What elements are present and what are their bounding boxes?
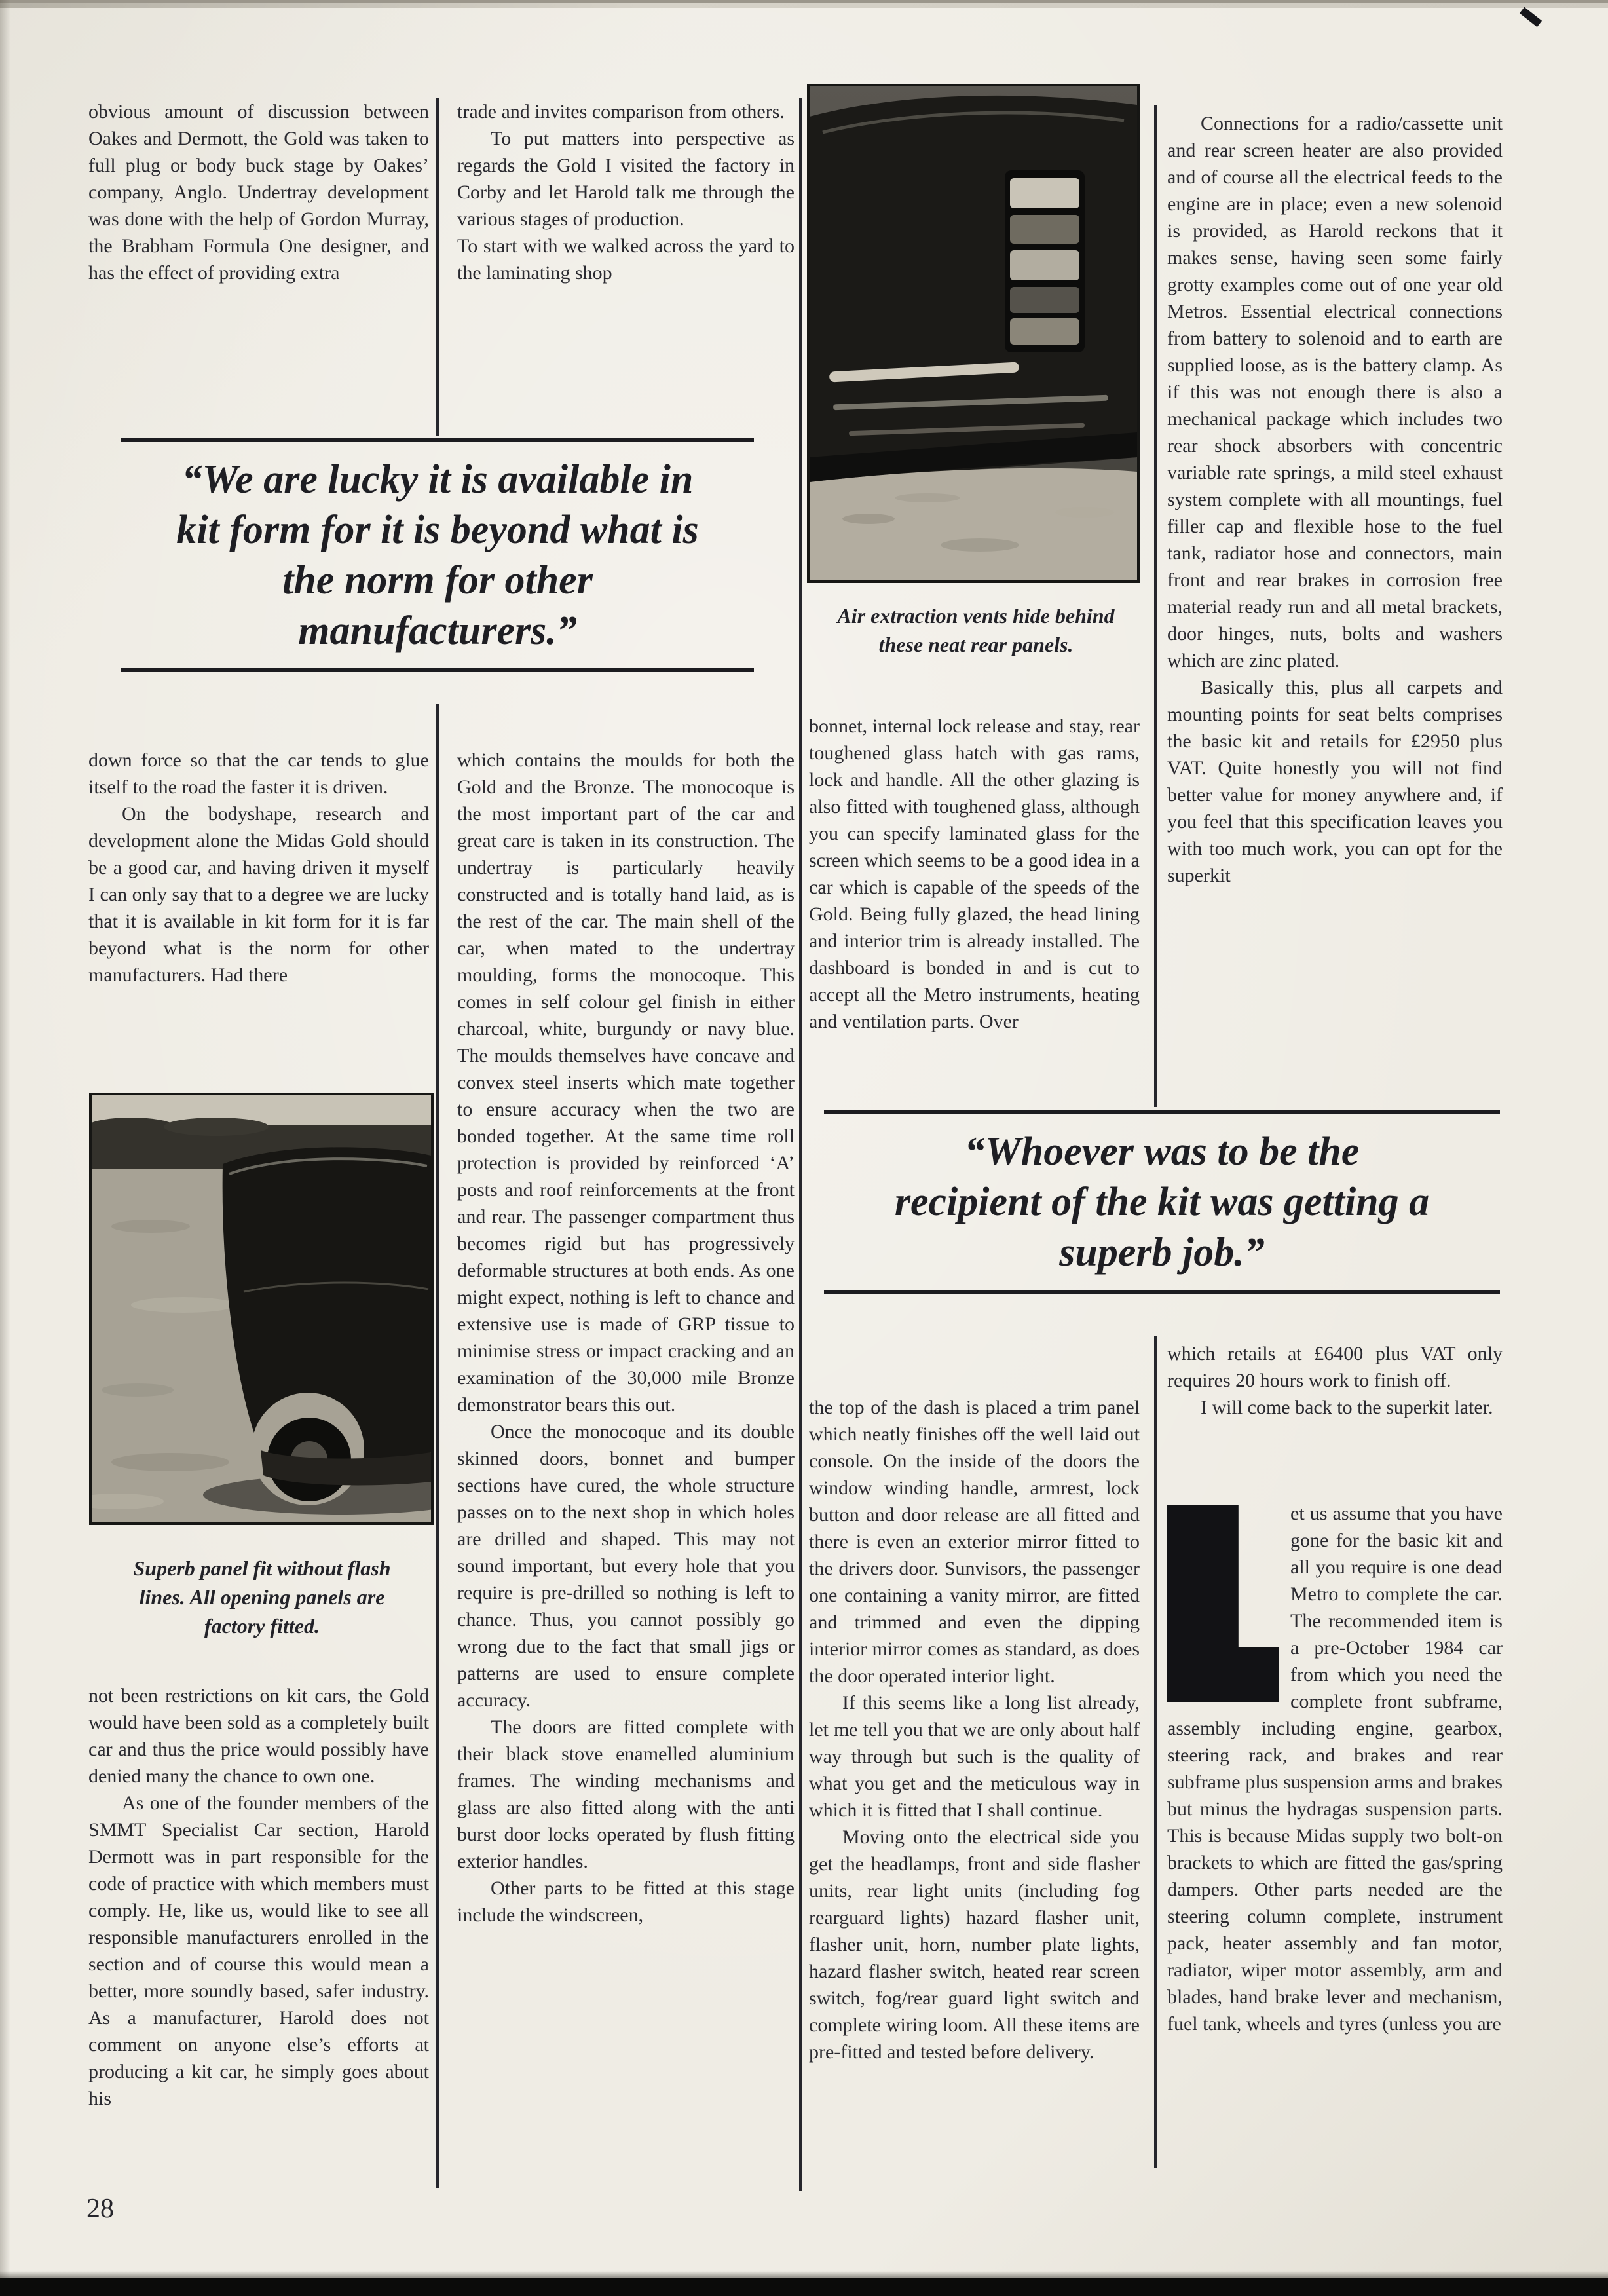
paragraph: The doors are fitted complete with their black stove enamelled aluminium frames. The winding mechanisms and glass are also fitted along with the anti burst door locks operated by flush fitting exterior handles. — [457, 1716, 795, 1872]
pull-quote-line: manufacturers.” — [298, 609, 577, 653]
column-c-top-text — [809, 713, 1140, 1035]
photo-caption — [815, 601, 1136, 659]
pull-quote-superb-job — [824, 1110, 1500, 1294]
photo-caption — [98, 1554, 426, 1640]
column-divider — [1154, 1336, 1157, 2168]
paragraph: Connections for a radio/cassette unit and rear screen heater are also provided and of course all the electrical feeds to the engine are in place; even a new solenoid is provided, as Harold reckons that it makes sense, having seen some fairly grotty examples come out of one year old Metros. Essential electrical connections from battery to solenoid and to earth are supplied loose, as is the battery clamp. As if this was not enough there is also a mechanical package which includes two rear shock absorbers with concentric variable rate springs, a mild steel exhaust system complete with all mountings, fuel filler cap and flexible hose to the fuel tank, radiator hose and connectors, main front and rear brakes in corrosion free material ready run and all metal brackets, door hinges, nuts, bolts and washers which are zinc plated. — [1167, 113, 1503, 671]
paragraph: obvious amount of discussion between Oakes and Dermott, the Gold was taken to full plug or body buck stage by Oakes’ company, Anglo. Undertray development was done with the help of Gordon Murray, the Brabham Formula One designer, and has the effect of providing extra — [88, 101, 429, 284]
caption-line: Superb panel fit without flash — [133, 1556, 391, 1580]
column-b-main-text — [457, 747, 795, 1929]
pull-quote-rule — [824, 1110, 1500, 1114]
paragraph: et us assume that you have gone for the basic kit and all you require is one dead Metro to complete the car. The recommended item is a pre-October 1984 car from which you need the complete front subframe, assembly including engine, gearbox, steering rack, and brakes and rear subframe plus suspension arms and brakes but minus the hydragas suspension parts. This is because Midas supply two bolt-on brackets to which are fitted the gas/spring dampers. Other parts needed are the steering column complete, instrument pack, heater assembly and fan motor, radiator, wiper motor assembly, arm and blades, hand brake lever and mechanism, fuel tank, wheels and tyres (unless you are — [1167, 1503, 1503, 2035]
pull-quote-line: kit form for it is beyond what is — [176, 508, 699, 552]
column-d-top-text — [1167, 110, 1503, 889]
photo-rear-vents-image — [810, 86, 1137, 580]
paragraph: On the bodyshape, research and development alone the Midas Gold should be a good car, and having driven it myself I can only say that to a degree we are lucky that it is available in kit form for it is far beyond what is the norm for other manufacturers. Had there — [88, 803, 429, 986]
column-divider — [436, 704, 439, 2188]
column-divider — [799, 98, 802, 2191]
paragraph: the top of the dash is placed a trim panel which neatly finishes off the well laid out console. On the inside of the doors the window winding handle, armrest, lock button and door release are all fitted and there is even an exterior mirror fitted to the drivers door. Sunvisors, the passenger one containing a vanity mirror, are fitted and trimmed and even the dipping interior mirror comes as standard, as does the door operated interior light. — [809, 1397, 1140, 1687]
column-divider — [1154, 105, 1157, 1107]
pull-quote-line: “Whoever was to be the — [964, 1129, 1360, 1174]
pull-quote-line: recipient of the kit was getting a — [894, 1180, 1430, 1224]
paragraph: To start with we walked across the yard to the laminating shop — [457, 235, 795, 284]
column-divider — [436, 98, 439, 436]
paragraph: Once the monocoque and its double skinned doors, bonnet and bumper sections have cured, the whole structure passes on to the next shop in which holes are drilled and shaped. This may not sound important, but every hole that you require is pre-drilled so nothing is left to chance. Thus, you cannot possibly go wrong due to the fact that small jigs or patterns are used to ensure complete accuracy. — [457, 1421, 795, 1711]
column-c-bottom-text — [809, 1394, 1140, 2065]
caption-line: Air extraction vents hide behind — [837, 604, 1115, 628]
paragraph: Other parts to be fitted at this stage include the windscreen, — [457, 1877, 795, 1926]
paragraph: Moving onto the electrical side you get the headlamps, front and side flasher units, rear light units (including fog rearguard lights) hazard flasher unit, flasher unit, horn, number plate lights, hazard flasher switch, heated rear screen switch, fog/rear guard light switch and complete wiring loom. All these items are pre-fitted and tested before delivery. — [809, 1826, 1140, 2063]
column-b-top-text — [457, 98, 795, 286]
pull-quote-rule — [824, 1290, 1500, 1294]
photo-rear-vents — [807, 84, 1140, 583]
paragraph: down force so that the car tends to glue itself to the road the faster it is driven. — [88, 749, 429, 798]
page-number: 28 — [86, 2194, 114, 2224]
scan-edge-bottom — [0, 2278, 1608, 2296]
scan-corner-mark — [1520, 7, 1542, 27]
paragraph: As one of the founder members of the SMMT Specialist Car section, Harold Dermott was in part responsible for the code of practice with which members must comply. He, like us, would like to see all responsible manufacturers enrolled in the section and of course this would mean a better, more soundly based, safer industry. As a manufacturer, Harold does not comment on anyone else’s efforts at producing a kit car, he simply goes about his — [88, 1792, 429, 2109]
column-a-bottom-text — [88, 1682, 429, 2112]
paragraph: which contains the moulds for both the Gold and the Bronze. The monocoque is the most important part of the car and great care is taken in its construction. The undertray is particularly heavily constructed and is totally hand laid, as is the rest of the car. The main shell of the car, when mated to the undertray moulding, forms the monocoque. This comes in self colour gel finish in either charcoal, white, burgundy or navy blue. The moulds themselves have concave and convex steel inserts which mate together to ensure accuracy when the two are bonded together. At the same time roll protection is provided by reinforced ‘A’ posts and roof reinforcements at the front and rear. The passenger compartment thus becomes rigid but has progressively deformable structures at both ends. As one might expect, nothing is left to chance and extensive use is made of GRP tissue to minimise stress or impact cracking and an examination of the 30,000 mile Bronze demonstrator bears this out. — [457, 749, 795, 1416]
column-a-top-text — [88, 98, 429, 286]
paragraph: which retails at £6400 plus VAT only requires 20 hours work to finish off. — [1167, 1343, 1503, 1391]
photo-panel-fit-image — [92, 1095, 431, 1522]
pull-quote-kit-form — [121, 438, 754, 672]
paragraph: I will come back to the superkit later. — [1201, 1397, 1493, 1418]
column-d-middle-text — [1167, 1340, 1503, 1421]
paragraph: bonnet, internal lock release and stay, rear toughened glass hatch with gas rams, lock and handle. All the other glazing is also fitted with toughened glass, although you can specify laminated glass for the screen which seems to be a good idea in a car which is capable of the speeds of the Gold. Being fully glazed, the head lining and interior trim is already installed. The dashboard is bonded in and is cut to accept all the Metro instruments, heating and ventilation parts. Over — [809, 715, 1140, 1032]
paragraph: If this seems like a long list already, let me tell you that we are only about half way through but such is the quality of what you get and the meticulous way in which it is fitted that I shall continue. — [809, 1692, 1140, 1821]
pull-quote-line: the norm for other — [282, 558, 593, 603]
caption-line: these neat rear panels. — [878, 633, 1074, 656]
column-a-middle-text — [88, 747, 429, 988]
paragraph: To put matters into perspective as regards the Gold I visited the factory in Corby and let Harold talk me through the various stages of production. — [457, 128, 795, 230]
scan-edge-bottom-shadow — [0, 2271, 1608, 2278]
photo-panel-fit — [89, 1093, 434, 1525]
scan-edge-top-light — [0, 3, 1608, 8]
scan-edge-left-shadow — [0, 0, 10, 2296]
caption-line: lines. All opening panels are — [139, 1585, 385, 1609]
column-d-dropcap-text — [1167, 1500, 1503, 2037]
pull-quote-line: “We are lucky it is available in — [181, 457, 694, 502]
pull-quote-line: superb job.” — [1059, 1230, 1265, 1275]
pull-quote-rule — [121, 668, 754, 672]
paragraph: trade and invites comparison from others. — [457, 101, 785, 122]
pull-quote-rule — [121, 438, 754, 442]
paragraph: Basically this, plus all carpets and mounting points for seat belts comprises the basic kit and retails for £2950 plus VAT. Quite honestly you will not find better value for money anywhere and, if you feel that this specification leaves you with too much work, you can opt for the superkit — [1167, 677, 1503, 886]
paragraph: not been restrictions on kit cars, the Gold would have been sold as a completely built car and thus the price would possibly have denied many the chance to own one. — [88, 1685, 429, 1787]
caption-line: factory fitted. — [204, 1614, 320, 1638]
